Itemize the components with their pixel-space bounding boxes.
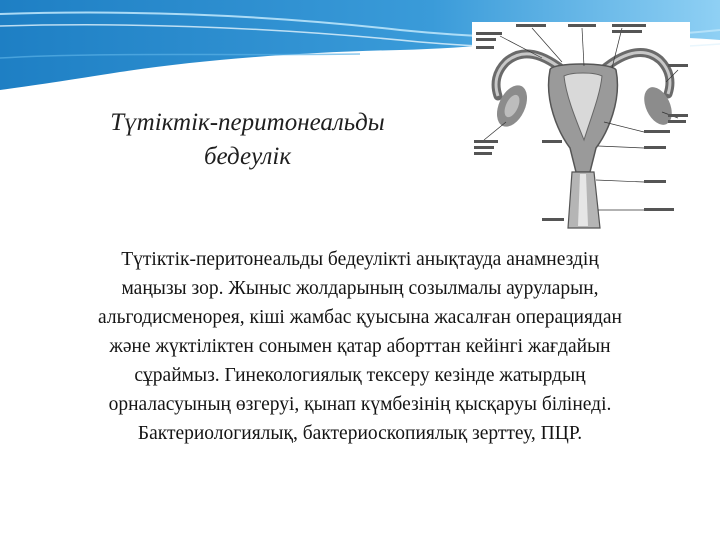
- uterus-anatomy-illustration: [472, 22, 690, 232]
- body-line: маңызы зор. Жыныс жолдарының созылмалы ауруларын,: [121, 278, 599, 299]
- title-line-2: бедеулік: [203, 143, 292, 170]
- body-line: альгодисменорея, кіші жамбас қуысына жасалған операциядан: [98, 307, 622, 328]
- body-line: Бактериологиялық, бактериоскопиялық зерттеу, ПЦР.: [137, 423, 583, 444]
- body-line: орналасуының өзгеруі, қынап күмбезінің қысқаруы білінеді.: [108, 394, 612, 415]
- body-line: сұраймыз. Гинекологиялық тексеру кезінде жатырдың: [134, 365, 586, 386]
- title-line-1: Түтіктік-перитонеальды: [110, 109, 385, 136]
- slide-body-text: [22, 245, 698, 448]
- slide-title: [40, 106, 455, 174]
- body-line: Түтіктік-перитонеальды бедеулікті анықтауда анамнездің: [121, 249, 599, 270]
- body-line: және жүктіліктен сонымен қатар аборттан кейінгі жағдайын: [109, 336, 611, 357]
